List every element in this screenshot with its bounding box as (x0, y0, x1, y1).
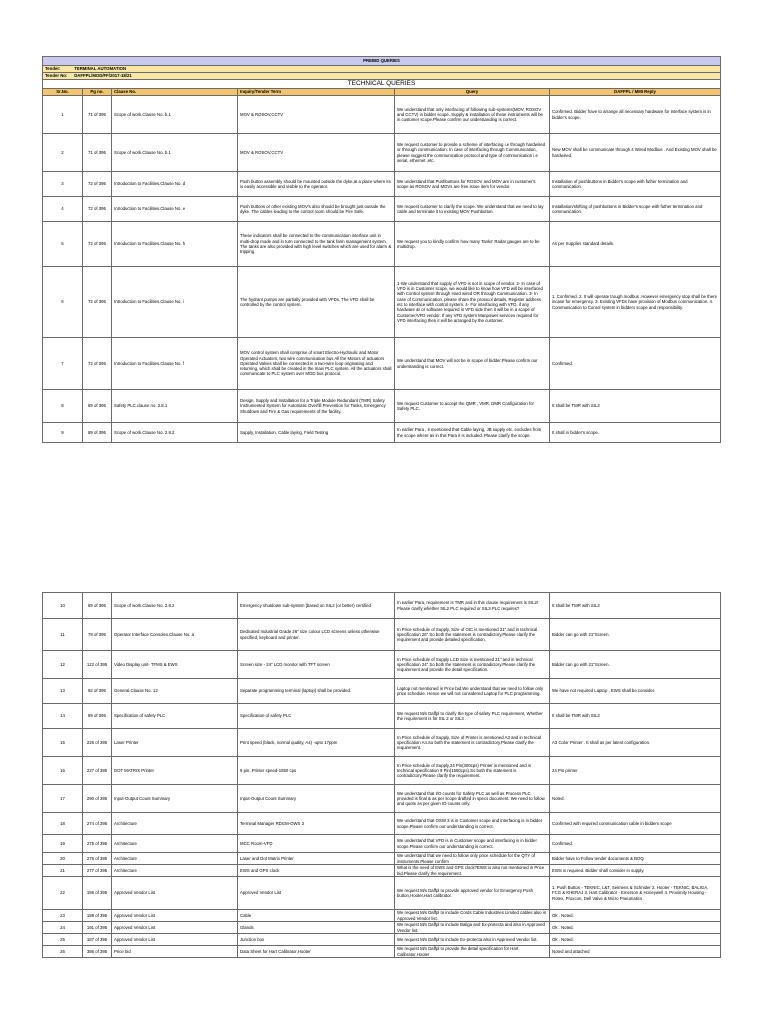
cell-sr-no: 24 (43, 922, 83, 934)
cell-reply: Ok . Noted. (550, 910, 721, 922)
table-row (43, 619, 721, 651)
cell-reply: Bidder can go with 21"Screen. (550, 619, 721, 651)
cell-page-no: 78 of 395 (83, 619, 112, 651)
cell-sr-no: 1 (43, 96, 83, 134)
table-row (43, 197, 721, 222)
cell-sr-no: 23 (43, 910, 83, 922)
cell-query: We request M/s Daffpl to include Ex-protecta also in Approved Vendor list. (395, 934, 550, 946)
cell-sr-no: 14 (43, 704, 83, 729)
cell-page-no: 89 of 395 (83, 704, 112, 729)
cell-clause-no: Approved Vendor List (112, 934, 238, 946)
cell-page-no: 72 of 395 (83, 338, 112, 390)
col-header-pg: Pg no. (83, 89, 112, 96)
tender-row (43, 66, 721, 73)
cell-query: We request customer to clarify the scope. We understand that we need to lay cable and terminate it to existing MOV Pushbutton. (395, 197, 550, 222)
cell-sr-no: 9 (43, 423, 83, 443)
cell-reply: Confirmed. (550, 835, 721, 853)
cell-sr-no: 8 (43, 390, 83, 423)
table-row (43, 134, 721, 172)
cell-sr-no: 5 (43, 222, 83, 267)
cell-inquiry: Push buttons or other existing MOV's also should be brought just outside the dyke. The cables leading to the control room should be Fire Safe. (238, 197, 395, 222)
cell-sr-no: 2 (43, 134, 83, 172)
cell-page-no: 89 of 395 (83, 423, 112, 443)
cell-page-no: 277 of 395 (83, 865, 112, 877)
cell-query: We understand that we need to follow only price schedule for the QTY of instruments.Please confirm (395, 853, 550, 865)
col-header-query: Query (395, 89, 550, 96)
cell-sr-no: 12 (43, 651, 83, 679)
cell-query: We request M/s Daffpl to provide the detail specification for Hart Calibrator,Hooter (395, 946, 550, 958)
cell-query: In earlier Para, requirement is TMR and in this clause requirement is SIL2! Please clarify whether SIL2 PLC required or SIL3 PLC requires? (395, 593, 550, 619)
cell-query: We understand that I/O counts for Safety PLC as well as Process PLC provided is final & as per scope drafted in specs document. We need to follow and quote as per given IO counts only. (395, 785, 550, 813)
tender-no-row (43, 73, 721, 80)
top-sheet (42, 56, 720, 443)
cell-inquiry: MOV & ROSOV,CCTV (238, 96, 395, 134)
table-row (43, 729, 721, 757)
cell-reply: Confirmed. (550, 338, 721, 390)
cell-inquiry: Terminal Manager RDGM-OWS 3 (238, 813, 395, 835)
tender-label: Tender: (45, 66, 61, 72)
cell-inquiry: MOV control system shall comprise of smart Electro-Hydraulic and Motor Operated Actuators, two wire communication bus All the Motors of actuators Operated Valves shall be connected in a two-wire loop originating and returning, which shall be created in the main PLC system. All the actuators shall communicate to PLC system over MOD bus protocol. (238, 338, 395, 390)
table-row (43, 865, 721, 877)
cell-sr-no: 11 (43, 619, 83, 651)
cell-sr-no: 18 (43, 813, 83, 835)
cell-reply: Ok . Noted. (550, 934, 721, 946)
table-row (43, 651, 721, 679)
cell-clause-no: Scope of work.Clause No. 2.8.2 (112, 593, 238, 619)
cell-page-no: 226 of 395 (83, 729, 112, 757)
cell-page-no: 71 of 395 (83, 96, 112, 134)
cell-query: We request M/s Daffpl to include Cords Cable Industries Limited cables also in Approved Vendor list. (395, 910, 550, 922)
cell-query: In earlier Para , it mentioned that Cable laying, JB supply etc. excludes from the scope where as in this Para it is included. Please clarify the scope. (395, 423, 550, 443)
tender-no-value: DAFFPL/MOD/FF/2017-18/21 (74, 73, 132, 79)
cell-sr-no: 21 (43, 865, 83, 877)
cell-query: In Price schedule of Supply, Size of Printer is mentioned A3 and in technical specification A4.So both the statement is contradictory.Please clarify the requirement. (395, 729, 550, 757)
cell-sr-no: 16 (43, 757, 83, 785)
cell-reply: Confirmed. Bidder have to arrange all necessary hardware for interface system is in bidder's scope. (550, 96, 721, 134)
table-row (43, 922, 721, 934)
table-row (43, 172, 721, 197)
cell-reply: It shall be TMR with SIL3 (550, 704, 721, 729)
bottom-sheet (42, 592, 720, 958)
cell-clause-no: Approved Vendor List (112, 922, 238, 934)
cell-page-no: 227 of 395 (83, 757, 112, 785)
cell-page-no: 186 of 395 (83, 877, 112, 910)
cell-query: We request M/s Daffpl to provide approved vendor for Emergency Push button,Hooter,Hart calibrator. (395, 877, 550, 910)
table-row (43, 757, 721, 785)
table-row (43, 877, 721, 910)
cell-sr-no: 3 (43, 172, 83, 197)
cell-query: We request M/s Daffpl to include Baliga and Ex-protecta and also in Approved Vendor list. (395, 922, 550, 934)
table-row (43, 946, 721, 958)
cell-sr-no: 6 (43, 267, 83, 338)
cell-query: What is the need of EWS and GPS clock?EWS is also not mentioned in Price bid.Please clarify the requirement. (395, 865, 550, 877)
table-row (43, 423, 721, 443)
cell-clause-no: Safety PLC.clause no. 2.8.1 (112, 390, 238, 423)
col-header-reply: DAFFPL / MMI Reply (550, 89, 721, 96)
cell-clause-no: Introduction to Facilities.Clause No. d (112, 172, 238, 197)
col-header-inquiry: Inquiry/Tender Term (238, 89, 395, 96)
cell-reply: EWS is required. Bidder shall consider in supply. (550, 865, 721, 877)
cell-clause-no: Architecture (112, 835, 238, 853)
cell-inquiry: Approved Vendor List (238, 877, 395, 910)
cell-page-no: 89 of 395 (83, 390, 112, 423)
cell-clause-no: Video Display unit- TFMS & EWS (112, 651, 238, 679)
cell-reply: Confirmed with required communication cable in bidders scope (550, 813, 721, 835)
cell-query: We request M/s Daffpl to clarify the type of safety PLC requirement, Whether the requirement is for SIL 2 or SIL3 . (395, 704, 550, 729)
cell-inquiry: Design, Supply and Installation for a Triple Module Redundant (TMR) Safety Instrumented System for Automatic Overfill Prevention for Tanks, Emergency Shutdown and Fire & Gas requirements of the facility. (238, 390, 395, 423)
cell-page-no: 274 of 395 (83, 813, 112, 835)
col-header-sr: Sr.No. (43, 89, 83, 96)
cell-clause-no: Price bid (112, 946, 238, 958)
cell-sr-no: 20 (43, 853, 83, 865)
cell-query: Laptop not mentioned in Price bid.We understand that we need to follow only price schedule. Hence we will not considered Laptop for PLC programming. (395, 679, 550, 704)
cell-page-no: 72 of 395 (83, 222, 112, 267)
cell-query: We understand that Pushbuttons for ROSOV and MOV are in customer's scope as ROSOV and MOVs are free issue item for vendor. (395, 172, 550, 197)
cell-reply: It shall in bidder's scope. (550, 423, 721, 443)
cell-page-no: 122 of 395 (83, 651, 112, 679)
cell-reply: Bidder can go with 21"Screen. (550, 651, 721, 679)
table-row (43, 704, 721, 729)
table-row (43, 267, 721, 338)
cell-inquiry: MCC Room-VFD (238, 835, 395, 853)
cell-clause-no: Operator Interface Consoles.Clause No. a (112, 619, 238, 651)
cell-clause-no: Approved Vendor List (112, 877, 238, 910)
cell-page-no: 276 of 395 (83, 853, 112, 865)
cell-inquiry: These indicators shall be connected to the communication interface unit in multi-drop mode and in turn connected to the tank farm management system. The tanks are also provided with high level switches which are used for alarm & tripping. (238, 222, 395, 267)
cell-sr-no: 25 (43, 934, 83, 946)
table-row (43, 910, 721, 922)
cell-query: We request Customer to accept the QMR , VMR, DMR Configuration for Safety PLC. (395, 390, 550, 423)
cell-query: In Price schedule of Supply, Size of OIC is mentioned 21" and in technical specification 26".So both the statement is contradictory.Please clarify the requirement and provide detailed specification. (395, 619, 550, 651)
cell-reply: A3 Color Printer . It shall as per latest configuration. (550, 729, 721, 757)
cell-sr-no: 10 (43, 593, 83, 619)
cell-sr-no: 26 (43, 946, 83, 958)
table-row (43, 390, 721, 423)
table-row (43, 222, 721, 267)
cell-clause-no: Approved Vendor List (112, 910, 238, 922)
cell-query: We understand that MOV will not be in scope of bidder.Please confirm our understanding is correct. (395, 338, 550, 390)
cell-sr-no: 4 (43, 197, 83, 222)
queries-table-bottom (42, 592, 721, 958)
cell-clause-no: Scope of work.Clause No. b.1 (112, 134, 238, 172)
cell-query: We request customer to provide a scheme of interfacing i.e through hardwired or through communication. In case of interfacing through Communication, please suggest the communication protocol and type of communication i.e serial, ethernet ,etc. (395, 134, 550, 172)
cell-sr-no: 22 (43, 877, 83, 910)
cell-reply: Installation of pushbuttons in Bidder's scope with futher termination and communication. (550, 172, 721, 197)
cell-query: In Price schedule of Supply LCD Size is mentioned 21" and in technical specification 24".So both the statement is contradictory.Please clarify the requirement and provide the detail specification. (395, 651, 550, 679)
cell-reply: New MOV shall be communicate through 4 Wired Modbus . And Existing MOV shall be hardwired. (550, 134, 721, 172)
cell-page-no: 72 of 395 (83, 267, 112, 338)
cell-inquiry: Input-Output Count Summary (238, 785, 395, 813)
cell-page-no: 275 of 395 (83, 835, 112, 853)
cell-clause-no: Architecture (112, 813, 238, 835)
cell-reply: As per Supplier standard details. (550, 222, 721, 267)
table-row (43, 785, 721, 813)
cell-query: We understand that only interfacing of following sub-systems(MOV, ROSOV and CCTV) in bidder scope..Supply & installation of these instruments will be in customer scope.Please confirm our understanding is correct. (395, 96, 550, 134)
cell-inquiry: MOV & ROSOV,CCTV (238, 134, 395, 172)
cell-sr-no: 15 (43, 729, 83, 757)
cell-reply: Ok . Noted. (550, 922, 721, 934)
cell-inquiry: Print speed (black, normal quality, A4) -upto 17ppm (238, 729, 395, 757)
cell-inquiry: 9 pin..Printer speed-1550 cps (238, 757, 395, 785)
cell-clause-no: Scope of work.Clause No. 2.8.2 (112, 423, 238, 443)
cell-page-no: 71 of 395 (83, 134, 112, 172)
cell-clause-no: General.Clause No. 12 (112, 679, 238, 704)
cell-query: In Price schedule of Supply,24 Pin(300cps) Printer is mentioned and in technical specification 9 Pin(1550cps).So both the statement is contradictory.Please clarify the requirement. (395, 757, 550, 785)
cell-reply: We have not required Laptop , EWS shall be consider. (550, 679, 721, 704)
cell-reply: It shall be TMR with SIL3 (550, 390, 721, 423)
cell-reply: 1. Push Button - TEKNIC, L&T, Seimens & Schnider 2. Hooter - TEKNIC, BALIGA, FCG & KHERAJ 3. Hart Calibrator - Emerson & Honeywell 4. Proximity Housing - Rotex, Proxcon, Dell Valve & Micro Pneumatics (550, 877, 721, 910)
cell-query: 1-We understand that supply of VFD is not in scope of vendor. 2- In case of VFD is in Customer scope, we would like to know how VFD will be interfaced with Control system through Hard wired OR through Communication. 3- In case of Communication, please share the protocol details, Register address etc to interface with control system. 4- For interfacing with VFD, if any hardware &/ or software required in VFD side then it will be in a scope of Customer/VFD vendor. If any VFD system Manpower services required for VFD interfacing then it will be arranged by the customer. (395, 267, 550, 338)
cell-inquiry: Laser and Dot Matrix Printer (238, 853, 395, 865)
cell-inquiry: Cable (238, 910, 395, 922)
cell-inquiry: Screen size - 24" LCD monitor with TFT screen (238, 651, 395, 679)
cell-inquiry: Push button assembly should be mounted outside the dyke,at a place where its is easily accessible and visible to the operator. (238, 172, 395, 197)
cell-clause-no: Introduction to Facilities.Clause No. i (112, 267, 238, 338)
cell-inquiry: Separate programming terminal (laptop) shall be provided. (238, 679, 395, 704)
cell-page-no: 89 of 395 (83, 593, 112, 619)
cell-query: We understand that OSW 3 is in Customer scope and interfacing is in bidder scope.Please confirm our understanding is correct. (395, 813, 550, 835)
table-row (43, 853, 721, 865)
col-header-clause: Clause No. (112, 89, 238, 96)
cell-inquiry: Supply, Installation, Cable laying, Field Testing (238, 423, 395, 443)
cell-page-no: 386 of 395 (83, 946, 112, 958)
cell-clause-no: Architecture (112, 853, 238, 865)
tender-no-label: Tender No: (45, 73, 68, 79)
column-header-row (43, 89, 721, 96)
cell-clause-no: Input-Output Count Summary (112, 785, 238, 813)
table-row (43, 593, 721, 619)
cell-query: We request you to kindly confirm how many Tanks' Radar gauges are to be multidrop. (395, 222, 550, 267)
table-row (43, 96, 721, 134)
cell-page-no: 191 of 395 (83, 922, 112, 934)
cell-inquiry: Dedicated Industrial Grade 26" size colour LCD screens unless otherwise specified, keyboard and printer. (238, 619, 395, 651)
cell-reply: Bidder have to Follow tender documents & BOQ (550, 853, 721, 865)
table-row (43, 934, 721, 946)
sheet-title: PREBID QUERIES (43, 57, 721, 66)
cell-sr-no: 7 (43, 338, 83, 390)
cell-page-no: 187 of 395 (83, 934, 112, 946)
table-row (43, 338, 721, 390)
cell-sr-no: 13 (43, 679, 83, 704)
cell-clause-no: Introduction to Facilities.Clause No. f (112, 338, 238, 390)
cell-clause-no: Specification of safety PLC (112, 704, 238, 729)
cell-page-no: 290 of 395 (83, 785, 112, 813)
table-row (43, 835, 721, 853)
cell-sr-no: 19 (43, 835, 83, 853)
cell-inquiry: Emergency shutdown sub-system [based on SIL2 (or better) certified (238, 593, 395, 619)
cell-reply: 1. Confirmed. 2. It will operate trough modbus .However emergency stop shall be there incase for emergency. 3. Existing VFDs have provision of Modbus communication. 4. Communication to Conrol system in bidders scope and responsibility. (550, 267, 721, 338)
cell-inquiry: Specification of safety PLC (238, 704, 395, 729)
cell-inquiry: Glands (238, 922, 395, 934)
cell-page-no: 72 of 395 (83, 197, 112, 222)
cell-reply: Installation/shifting of pushbuttons in Bidder's scope with futher termination and communication. (550, 197, 721, 222)
cell-page-no: 188 of 395 (83, 910, 112, 922)
table-row (43, 679, 721, 704)
cell-sr-no: 17 (43, 785, 83, 813)
cell-clause-no: DOT MATRIX Printer (112, 757, 238, 785)
cell-clause-no: Introduction to Facilities.Clause No. h (112, 222, 238, 267)
tender-value: TERMINAL AUTOMATION (74, 66, 127, 72)
cell-clause-no: Introduction to Facilities.Clause No. e (112, 197, 238, 222)
cell-reply: It shall be TMR with SIL3 (550, 593, 721, 619)
cell-reply: 24 Pin printer (550, 757, 721, 785)
cell-inquiry: EWS and GPS clock (238, 865, 395, 877)
cell-clause-no: Laser Printer (112, 729, 238, 757)
cell-inquiry: The hydrant pumps are partially provided with VFDs. The VFD shall be controlled by the control system. (238, 267, 395, 338)
cell-inquiry: Data Sheet for Hart Calibrator,Hooter (238, 946, 395, 958)
cell-clause-no: Architecture (112, 865, 238, 877)
cell-clause-no: Scope of work.Clause No. b.1 (112, 96, 238, 134)
cell-page-no: 92 of 395 (83, 679, 112, 704)
table-row (43, 813, 721, 835)
queries-table-top (42, 56, 721, 443)
cell-page-no: 72 of 395 (83, 172, 112, 197)
cell-query: We understand that VFD is in Customer scope and interfacing is in bidder scope.Please confirm our understanding is correct. (395, 835, 550, 853)
section-title: TECHNICAL QUERIES (43, 80, 721, 89)
cell-reply: Noted and attached (550, 946, 721, 958)
cell-reply: Noted. (550, 785, 721, 813)
cell-inquiry: Junction box (238, 934, 395, 946)
